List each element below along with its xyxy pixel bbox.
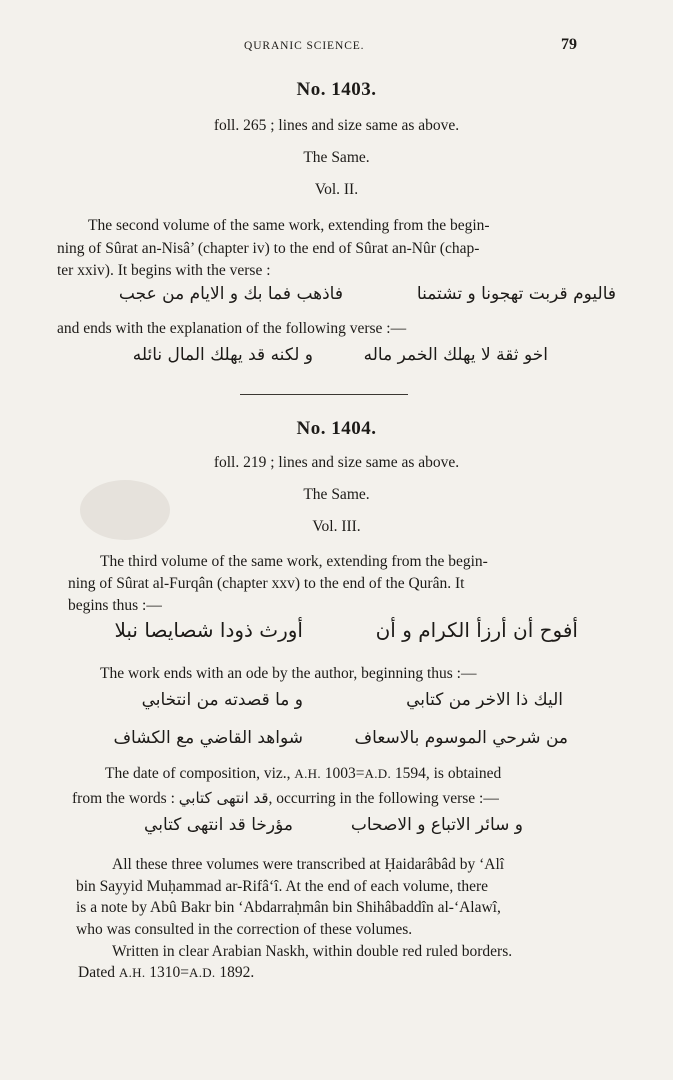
entry-1403-verse-end-second-hemistich: و لكنه قد يهلك المال نائله — [132, 345, 313, 365]
ode-verse-2-second-hemistich: شواهد القاضي مع الكشاف — [113, 728, 303, 748]
entry-1404-ode-line: The work ends with an ode by the author, beginning thus :— — [100, 665, 477, 682]
date-line-1-text-b: 1003= — [320, 765, 365, 782]
date-line-1-text-c: 1594, is obtained — [391, 765, 502, 782]
dated-ah: A.H. — [118, 965, 146, 980]
date-line-2-text-a: from the words : — [72, 790, 179, 807]
entry-1403-verse-start-second-hemistich: فاذهب فما بك و الايام من عجب — [118, 284, 343, 304]
entry-1404-volume: Vol. III. — [312, 518, 361, 535]
entry-1404-folios: foll. 219 ; lines and size same as above. — [213, 454, 460, 471]
entry-1403-desc-line-3: ter xxiv). It begins with the verse : — [57, 262, 271, 279]
entry-1404-verse-begin-first-hemistich: أفوح أن أرزأ الكرام و أن — [375, 618, 578, 642]
entry-1404-title: The Same. — [303, 486, 370, 503]
script-description: Written in clear Arabian Naskh, within double red ruled borders. — [112, 943, 513, 960]
date-line-2-text-b: , occurring in the following verse :— — [268, 790, 499, 807]
ode-verse-2-first-hemistich: من شرحي الموسوم بالاسعاف — [354, 728, 568, 748]
page-header — [0, 36, 673, 60]
section-divider — [240, 394, 408, 395]
entry-1403-ends-line: and ends with the explanation of the following verse :— — [57, 320, 407, 337]
dated-text-c: 1892. — [215, 964, 255, 981]
closing-paragraph-line-2: bin Sayyid Muḥammad ar-Rifâ‘î. At the end of each volume, there — [76, 878, 489, 895]
dated-text-a: Dated — [78, 964, 119, 981]
entry-1403-folios: foll. 265 ; lines and size same as above. — [213, 117, 460, 134]
dated-ad: A.D. — [189, 965, 216, 980]
entry-1403-title: The Same. — [303, 149, 370, 166]
date-words-arabic: قد انتهى كتابي — [178, 789, 269, 807]
entry-1404-desc-line-2: ning of Sûrat al-Furqân (chapter xxv) to the end of the Qurân. It — [68, 575, 465, 592]
entry-1404-desc-line-1: The third volume of the same work, extending from the begin- — [100, 553, 488, 570]
entry-1403-verse-start-first-hemistich: فاليوم قربت تهجونا و تشتمنا — [416, 284, 616, 304]
entry-1403-verse-end-first-hemistich: اخو ثقة لا يهلك الخمر ماله — [363, 345, 548, 365]
date-line-1-text-a: The date of composition, viz., — [105, 765, 295, 782]
dated-line — [78, 964, 254, 982]
date-line-2 — [72, 789, 499, 808]
dated-text-b: 1310= — [145, 964, 189, 981]
closing-paragraph-line-3: is a note by Abû Bakr bin ‘Abdarraḥmân bin Shihâbaddîn al-‘Alawî, — [76, 899, 501, 916]
entry-1403-volume: Vol. II. — [314, 181, 359, 198]
date-line-1-ad: A.D. — [364, 766, 391, 781]
closing-paragraph-line-4: who was consulted in the correction of these volumes. — [76, 921, 413, 938]
ode-verse-1-second-hemistich: و ما قصدته من انتخابي — [141, 690, 303, 710]
ode-verse-1-first-hemistich: اليك ذا الاخر من كتابي — [406, 690, 563, 710]
date-line-1 — [105, 765, 501, 783]
closing-paragraph-line-1: All these three volumes were transcribed at Ḥaidarâbâd by ‘Alî — [112, 856, 505, 873]
entry-1404-desc-line-3: begins thus :— — [68, 597, 162, 614]
entry-1404-verse-begin-second-hemistich: أورث ذودا شصايصا نبلا — [114, 618, 303, 642]
date-verse-second-hemistich: مؤرخا قد انتهى كتابي — [144, 815, 293, 835]
entry-number-1403: No. 1403. — [296, 79, 377, 100]
page-number: 79 — [561, 36, 577, 53]
date-verse-first-hemistich: و سائر الاتباع و الاصحاب — [350, 815, 523, 835]
entry-1403-desc-line-2: ning of Sûrat an-Nisâ’ (chapter iv) to the end of Sûrat an-Nûr (chap- — [57, 240, 480, 257]
entry-number-1404: No. 1404. — [296, 418, 377, 439]
running-head: QURANIC SCIENCE. — [244, 40, 365, 52]
date-line-1-ah: A.H. — [294, 766, 321, 781]
entry-1403-desc-line-1: The second volume of the same work, extending from the begin- — [88, 217, 490, 234]
